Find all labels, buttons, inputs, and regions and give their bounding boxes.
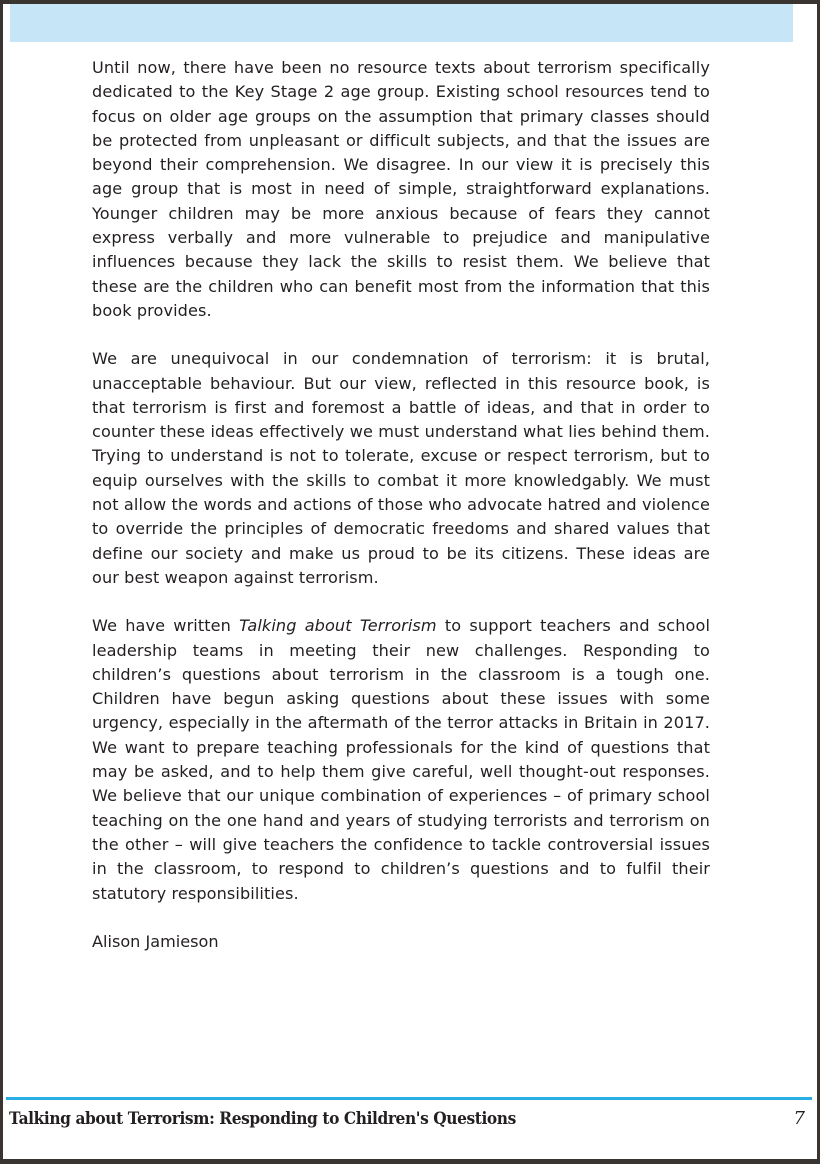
paragraph-3-lead: We have written [92,616,240,636]
paragraph-3 [92,614,710,906]
footer-content [9,1108,805,1129]
paragraph-1: Until now, there have been no resource texts about terrorism specifically dedicated to the Key Stage 2 age group. Existing school resources tend to focus on older age groups on the assumption that primary classes should be protected from unpleasant or difficult subjects, and that the issues are beyond their comprehension. We disagree. In our view it is precisely this age group that is most in need of simple, straightforward explanations. Younger children may be more anxious because of fears they cannot express verbally and more vulnerable to prejudice and manipulative influences because they lack the skills to resist them. We believe that these are the children who can benefit most from the information that this book provides. [92,58,710,320]
footer-book-title: Talking about Terrorism: Responding to Children's Questions [9,1108,516,1128]
paragraph-3-tail: to support teachers and school leadership teams in meeting their new challenges. Responding to children’s questions about terrorism in the classroom is a tough one. Children have begun asking questions about these issues with some urgency, especially in the aftermath of the terror attacks in Britain in 2017. We want to prepare teaching professionals for the kind of questions that may be asked, and to help them give careful, well thought-out responses. We believe that our unique combination of experiences – of primary school teaching on the one hand and years of studying terrorists and terrorism on the other – will give teachers the confidence to tackle controversial issues in the classroom, to respond to children’s questions and to fulfil their statutory responsibilities. [92,616,711,903]
header-decorative-band [10,4,793,42]
author-signature: Alison Jamieson [92,931,219,951]
footer-divider-rule [6,1097,812,1100]
page-footer [3,1097,817,1155]
paragraph-2: We are unequivocal in our condemnation of terrorism: it is brutal, unacceptable behaviour. But our view, reflected in this resource book, is that terrorism is first and foremost a battle of ideas, and that in order to counter these ideas effectively we must understand what lies behind them. Trying to understand is not to tolerate, excuse or respect terrorism, but to equip ourselves with the skills to combat it more knowledgably. We must not allow the words and actions of those who advocate hatred and violence to override the principles of democratic freedoms and shared values that define our society and make us proud to be its citizens. These ideas are our best weapon against terrorism. [92,349,710,587]
page-number: 7 [793,1108,805,1129]
body-text-column [92,56,710,954]
book-title-emphasis: Talking about Terrorism [239,616,437,636]
